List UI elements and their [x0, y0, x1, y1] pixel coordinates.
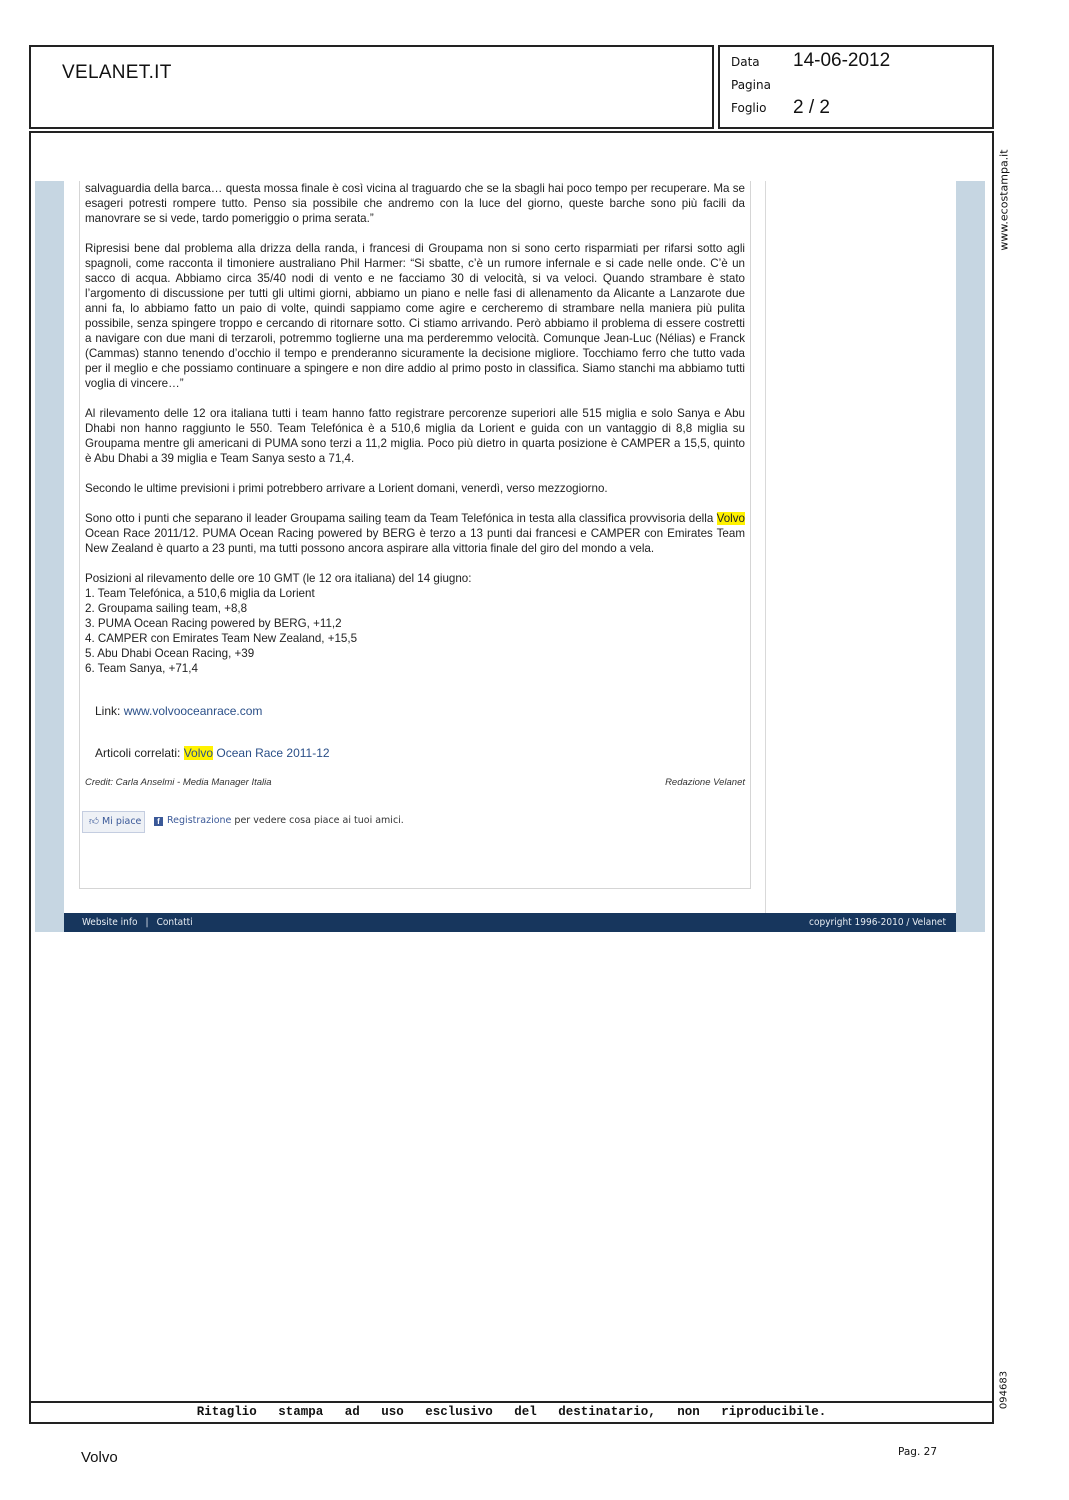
article: [85, 181, 745, 789]
article-paragraph: Al rilevamento delle 12 ora italiana tutti i team hanno fatto registrare percorenze superiori alle 515 miglia e solo Sanya e Abu Dhabi non hanno raggiunto le 550. Team Telefónica è a 510,6 miglia da Lorient e guida con un vantaggio di 8,8 miglia su Groupama mentre gli americani di PUMA sono terzi a 11,2 miglia. Poco più dietro in quarta posizione è CAMPER a 15,5, quinto è Abu Dhabi a 39 miglia e Team Sanya sesto a 71,4.: [85, 407, 745, 465]
site-footer: Website info | Contatti copyright 1996-2010 / Velanet: [64, 913, 956, 932]
publication-name: VELANET.IT: [62, 62, 172, 83]
side-url: www.ecostampa.it: [997, 149, 1011, 251]
highlight-volvo: Volvo: [716, 512, 745, 525]
list-item: 3. PUMA Ocean Racing powered by BERG, +11,2: [85, 617, 342, 630]
website-info-link[interactable]: Website info: [82, 917, 138, 928]
list-item: 5. Abu Dhabi Ocean Racing, +39: [85, 647, 255, 660]
related-line: Articoli correlati: Volvo Ocean Race 2011-12: [95, 746, 330, 760]
list-item: 2. Groupama sailing team, +8,8: [85, 602, 248, 615]
related-link[interactable]: Volvo Ocean Race 2011-12: [183, 746, 330, 760]
like-button[interactable]: 👍︎ Mi piace: [82, 811, 145, 833]
article-paragraph: Sono otto i punti che separano il leader Groupama sailing team da Team Telefónica in testa alla classifica provvisoria della Volvo Ocean Race 2011/12. PUMA Ocean Racing powered by BERG è terzo a 13 punti dai francesi e CAMPER con Emirates Team New Zealand è quarto a 23 punti, ma tutti possono ancora aspirare alla vittoria finale del giro del mondo a vela.: [85, 512, 745, 555]
list-intro: Posizioni al rilevamento delle ore 10 GMT (le 12 ora italiana) del 14 giugno:: [85, 572, 472, 585]
facebook-text: Registrazione per vedere cosa piace ai tuoi amici.: [167, 815, 404, 826]
facebook-icon: f: [154, 817, 163, 826]
header-meta-box: [718, 45, 994, 129]
positions-list: [85, 571, 745, 676]
sidebar-divider: [765, 181, 766, 913]
register-link[interactable]: Registrazione: [167, 815, 232, 826]
page-margin-right: [956, 181, 985, 932]
article-paragraph: Secondo le ultime previsioni i primi potrebbero arrivare a Lorient domani, venerdì, verso mezzogiorno.: [85, 482, 608, 495]
article-paragraph: salvaguardia della barca… questa mossa finale è così vicina al traguardo che se la sbagli hai poco tempo per recuperare. Ma se esageri potresti rompere tutto. Penso sia possibile che andremo con la luce del giorno, queste barche sono più facili da manovrare se si vede, tardo pomeriggio o prima serata.”: [85, 182, 745, 225]
date-label: Data: [731, 55, 760, 69]
list-item: 1. Team Telefónica, a 510,6 miglia da Lorient: [85, 587, 315, 600]
list-item: 4. CAMPER con Emirates Team New Zealand, +15,5: [85, 632, 358, 645]
article-paragraph: Ripresisi bene dal problema alla drizza della randa, i francesi di Groupama non si sono certo risparmiati per rifarsi sotto agli spagnoli, come racconta il timoniere australiano Phil Harmer: “Si sbatte, c’è un rumore infernale e si cade nelle onde. C’è un sacco di acqua. Abbiamo circa 35/40 nodi di vento e ne facciamo 30 di velocità, si va veloci. Quando strambare è stato l’argomento di discussione per tutti gli ultimi giorni, abbiamo un piano e nelle fasi di allenamento da Alicante a Lanzarote due anni fa, lo abbiamo fatto un paio di volte, quindi sappiamo come agire e cercheremo di strambare nella maniera più pulita possibile, senza spingere troppo e cercando di ritornare sotto. Ci stiamo arrivando. Però abbiamo il problema di essere costretti a navigare con due mani di terzaroli, potremmo toglierne una ma perderemmo velocità. Comunque Jean-Luc (Nélias) e Franck (Cammas) stanno tenendo d’occhio il tempo e prenderanno sicuramente la decisione migliore. Tocchiamo ferro che tutto vada per il meglio e che possiamo continuare a spingere e non dire addio al primo posto in classifica. Siamo stanchi ma abbiamo tutti voglia di vincere…”: [85, 242, 745, 390]
web-clip: [35, 181, 985, 932]
credit-author: Credit: Carla Anselmi - Media Manager Italia: [85, 777, 272, 788]
copyright: copyright 1996-2010 / Velanet: [809, 917, 946, 928]
date-value: 14-06-2012: [793, 50, 891, 71]
contacts-link[interactable]: Contatti: [156, 917, 193, 928]
sheet-label: Foglio: [731, 101, 767, 115]
footer-keyword: Volvo: [81, 1449, 118, 1466]
sheet-value: 2 / 2: [793, 97, 830, 118]
side-code: 094683: [998, 1370, 1010, 1410]
disclaimer: Ritaglio stampa ad uso esclusivo del destinatario, non riproducibile.: [31, 1401, 992, 1422]
list-item: 6. Team Sanya, +71,4: [85, 662, 198, 675]
volvo-link[interactable]: www.volvooceanrace.com: [123, 704, 263, 718]
header-publication-box: [29, 45, 714, 129]
link-line: Link: www.volvooceanrace.com: [95, 704, 263, 718]
page-margin-left: [35, 181, 64, 932]
page-number: Pag. 27: [898, 1446, 937, 1458]
thumbs-up-icon: 👍︎: [89, 816, 99, 827]
credit-editorial: Redazione Velanet: [665, 777, 745, 788]
page-label: Pagina: [731, 78, 771, 92]
credits: [85, 775, 745, 789]
